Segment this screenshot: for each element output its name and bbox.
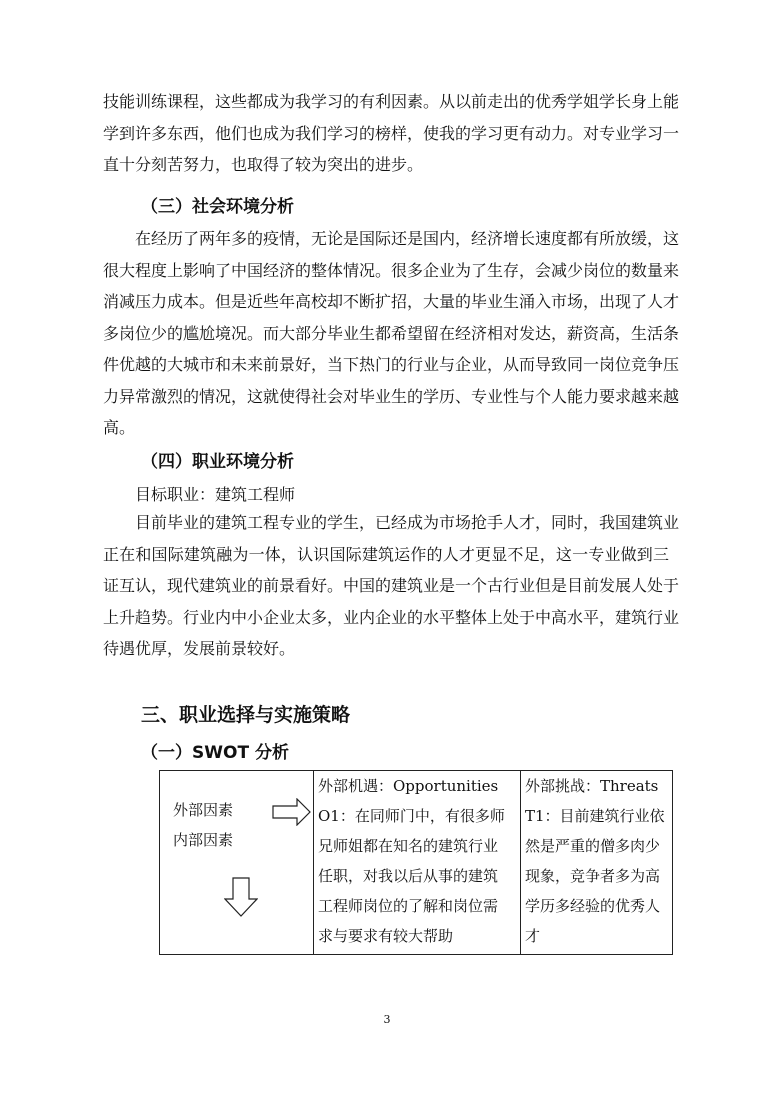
threats-line: 学历多经验的优秀人	[525, 897, 661, 915]
section-title: 三、职业选择与实施策略	[141, 704, 351, 726]
paragraph-social-environment	[103, 223, 680, 444]
heading-social-environment: （三）社会环境分析	[141, 197, 294, 217]
swot-table	[159, 770, 673, 955]
internal-factor-label: 内部因素	[173, 831, 234, 849]
text-line: 直十分刻苦努力，也取得了较为突出的进步。	[103, 155, 424, 174]
threats-line: 才	[525, 927, 541, 945]
text-line: 待遇优厚，发展前景较好。	[103, 639, 296, 658]
page-number: 3	[383, 1013, 391, 1026]
text-line: 多岗位少的尴尬境况。而大部分毕业生都希望留在经济相对发达，薪资高，生活条	[103, 323, 680, 343]
external-factor-label: 外部因素	[173, 801, 234, 819]
text-line: 上升趋势。行业内中小企业太多，业内企业的水平整体上处于中高水平，建筑行业	[103, 607, 680, 627]
opportunities-line: 兄师姐都在知名的建筑行业	[318, 837, 499, 855]
heading-swot: （一）SWOT 分析	[141, 743, 289, 763]
threats-line: T1：目前建筑行业依	[525, 807, 665, 825]
opportunities-line: 任职，对我以后从事的建筑	[318, 867, 499, 885]
arrow-right-icon	[272, 798, 312, 826]
text-line: 很大程度上影响了中国经济的整体情况。很多企业为了生存，会减少岗位的数量来	[103, 260, 680, 280]
text-line: 目前毕业的建筑工程专业的学生，已经成为市场抢手人才，同时，我国建筑业	[135, 513, 680, 532]
text-line: 证互认，现代建筑业的前景看好。中国的建筑业是一个古行业但是目前发展人处于	[103, 576, 680, 595]
text-line: 高。	[103, 418, 136, 437]
target-job-line: 目标职业：建筑工程师	[135, 485, 296, 504]
threats-line: 现象，竞争者多为高	[525, 867, 661, 885]
opportunities-line: 求与要求有较大帮助	[318, 927, 454, 945]
text-line: 力异常激烈的情况，这就使得社会对毕业生的学历、专业性与个人能力要求越来越	[103, 386, 680, 406]
text-line: 件优越的大城市和未来前景好，当下热门的行业与企业，从而导致同一岗位竞争压	[103, 355, 680, 374]
arrow-down-icon	[224, 877, 258, 917]
paragraph-study-conditions	[103, 86, 680, 181]
text-line: 在经历了两年多的疫情，无论是国际还是国内，经济增长速度都有所放缓，这	[135, 229, 680, 248]
opportunities-line: O1：在同师门中，有很多师	[318, 807, 505, 825]
text-line: 消减压力成本。但是近些年高校却不断扩招，大量的毕业生涌入市场，出现了人才	[103, 292, 680, 311]
text-line: 学到许多东西，他们也成为我们学习的榜样，使我的学习更有动力。对专业学习一	[103, 123, 680, 143]
text-line: 技能训练课程，这些都成为我学习的有利因素。从以前走出的优秀学姐学长身上能	[103, 92, 680, 111]
opportunities-line: 工程师岗位的了解和岗位需	[318, 897, 499, 915]
paragraph-career-environment	[103, 507, 680, 665]
factor-cell	[160, 771, 314, 955]
heading-career-environment: （四）职业环境分析	[141, 452, 294, 472]
opportunities-cell	[314, 771, 521, 955]
threats-line: 然是严重的僧多肉少	[525, 837, 661, 855]
table-row	[160, 771, 673, 955]
text-line: 正在和国际建筑融为一体，认识国际建筑运作的人才更显不足，这一专业做到三	[103, 544, 669, 564]
threats-line: 外部挑战：Threats	[525, 777, 659, 795]
threats-cell	[521, 771, 673, 955]
opportunities-line: 外部机遇：Opportunities	[318, 777, 499, 795]
